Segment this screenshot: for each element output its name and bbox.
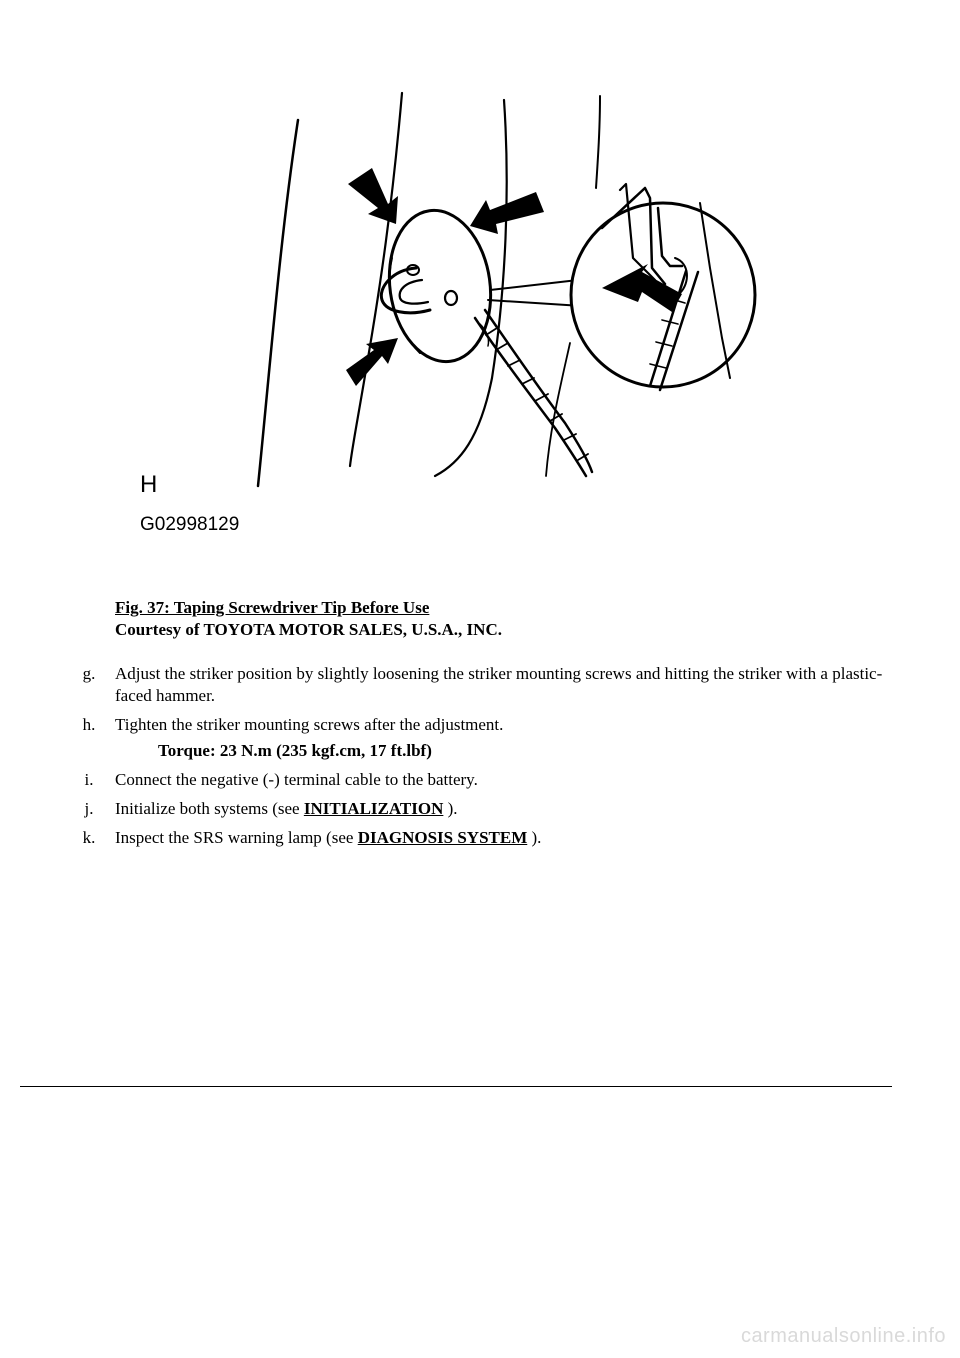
- step-text: Connect the negative (-) terminal cable to the battery.: [115, 770, 478, 789]
- torque-spec: Torque: 23 N.m (235 kgf.cm, 17 ft.lbf): [158, 741, 432, 760]
- arrow-icon: [346, 338, 398, 386]
- footer-divider: [20, 1086, 892, 1087]
- panel-line-far: [596, 96, 600, 188]
- step-j: [70, 798, 890, 820]
- step-text: Tighten the striker mounting screws after the adjustment.: [115, 715, 504, 734]
- step-g: [70, 663, 890, 707]
- step-letter: j.: [84, 799, 94, 818]
- striker-drawing: [130, 88, 780, 538]
- step-letter: h.: [82, 715, 96, 734]
- step-k: [70, 827, 890, 849]
- step-i: [70, 769, 890, 791]
- screwdriver: [475, 310, 592, 476]
- step-text: Adjust the striker position by slightly loosening the striker mounting screws and hitting the striker with a plastic-faced hammer.: [115, 664, 883, 705]
- figure-corner-label: H: [140, 471, 158, 498]
- initialization-link[interactable]: INITIALIZATION: [303, 799, 444, 818]
- diagnosis-system-link[interactable]: DIAGNOSIS SYSTEM: [357, 828, 528, 847]
- watermark: carmanualsonline.info: [740, 1325, 946, 1347]
- figure-courtesy: Courtesy of TOYOTA MOTOR SALES, U.S.A., INC.: [115, 620, 502, 639]
- procedure-steps: [70, 663, 890, 856]
- panel-line-left: [258, 120, 298, 486]
- step-h: [70, 714, 890, 736]
- figure-caption: [115, 597, 502, 641]
- step-text-before: Inspect the SRS warning lamp (see: [115, 828, 358, 847]
- step-letter: g.: [82, 664, 96, 683]
- step-text-before: Initialize both systems (see: [115, 799, 304, 818]
- step-text-after: ).: [443, 799, 458, 818]
- step-letter: k.: [82, 828, 96, 847]
- figure-title-link[interactable]: Fig. 37: Taping Screwdriver Tip Before Use: [115, 598, 430, 617]
- step-letter: i.: [84, 770, 94, 789]
- step-text-after: ).: [527, 828, 542, 847]
- figure-code: G02998129: [140, 514, 240, 535]
- striker-illustration: [130, 88, 780, 538]
